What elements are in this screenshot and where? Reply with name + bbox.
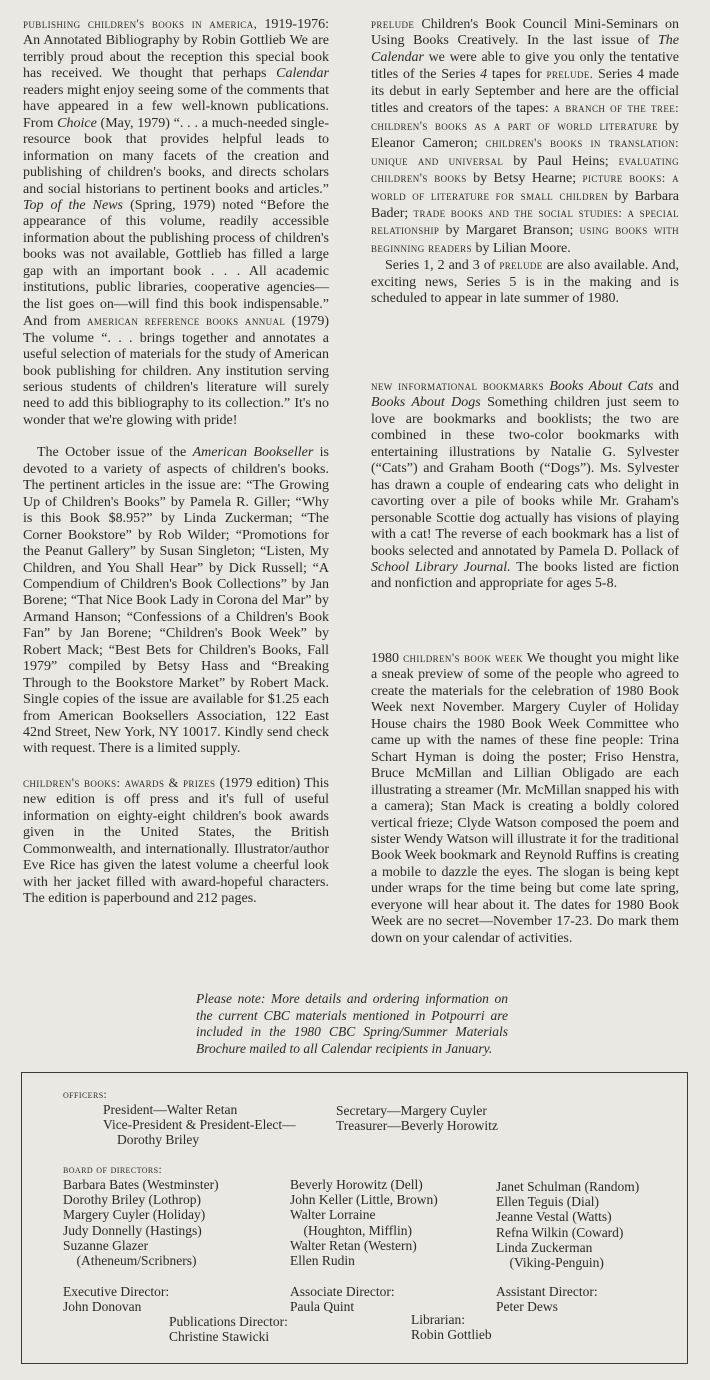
board-member: Ellen Teguis (Dial) — [496, 1194, 600, 1210]
librarian-name: Robin Gottlieb — [411, 1327, 492, 1342]
article-heading: prelude — [371, 17, 415, 31]
board-member: (Houghton, Mifflin) — [290, 1222, 412, 1238]
board-member: Margery Cuyler (Holiday) — [63, 1207, 206, 1223]
article-awards-prizes: children's books: awards & prizes (1979 edition) This new edition is off press and it's full of useful information on eighty-eight children's book awards given in the United States, the British Commonwealth, and internationally. Illustrator/author Eve Rice has given the latest volume a cheerful look with her jacket filled with award-hopeful characters. The edition is paperbound and 212 pages. — [23, 775, 329, 907]
officers-box — [21, 1072, 688, 1364]
board-member: Linda Zuckerman — [496, 1239, 593, 1255]
officer-vice-president: Vice-President & President-Elect— — [103, 1117, 296, 1132]
executive-director-name: John Donovan — [63, 1299, 142, 1314]
board-member: Jeanne Vestal (Watts) — [496, 1209, 612, 1225]
board-member: Dorothy Briley (Lothrop) — [63, 1192, 201, 1208]
article-prelude-series: Series 1, 2 and 3 of prelude are also available. And, exciting news, Series 5 is in the making and is scheduled to appear in late summer of 1980. — [371, 258, 679, 307]
board-member: Ellen Rudin — [290, 1253, 355, 1269]
librarian-title: Librarian: — [411, 1312, 465, 1327]
board-member: Suzanne Glazer — [63, 1237, 149, 1253]
officer-secretary: Secretary—Margery Cuyler — [336, 1103, 487, 1118]
article-gottlieb-bibliography: publishing children's books in america, 1919-1976: An Annotated Bibliography by Robin Gottlieb We are terribly proud about the reception this special book has received. We thought that perhaps Calendar readers might enjoy seeing some of the comments that have appeared in a few well-known publications. From Choice (May, 1979) “. . . a much-needed single-resource book that provides helpful leads to information on many facets of the creation and publishing of children's books, and directs scholars and social historians to pertinent books and articles.” Top of the News (Spring, 1979) noted “Before the appearance of this volume, readily accessible information about the publishing process of children's books was not available, Gottlieb has filled a large gap with an important book . . . All academic institutions, public libraries, cooperative agencies—the list goes on—will find this book indispensable.” And from american reference books annual (1979) The volume “. . . brings together and annotates a useful selection of materials for the study of American book publishing for children. Any institution serving serious students of children's literature will surely need to add this bibliography to its collection.” It's no wonder that we're glowing with pride! — [23, 17, 330, 428]
board-member: (Viking-Penguin) — [496, 1255, 604, 1271]
left-column — [23, 16, 329, 908]
executive-director-title: Executive Director: — [63, 1284, 170, 1299]
associate-director-name: Paula Quint — [290, 1299, 355, 1314]
board-member: John Keller (Little, Brown) — [290, 1192, 438, 1208]
board-member: (Atheneum/Scribners) — [63, 1253, 197, 1269]
associate-director-title: Associate Director: — [290, 1284, 395, 1299]
officer-vice-president-name: Dorothy Briley — [117, 1132, 200, 1147]
article-heading: children's book week — [403, 651, 523, 665]
publications-director-name: Christine Stawicki — [169, 1329, 270, 1344]
article-bookmarks: new informational bookmarks Books About Cats and Books About Dogs Something children just seem to love are bookmarks and booklists; the two are combined in these two-color bookmarks with entertaining illustrations by Natalie G. Sylvester (“Cats”) and Graham Booth (“Dogs”). Ms. Sylvester has drawn a couple of endearing cats who delight in cavorting over a pile of books while Mr. Graham's personable Scottie dog actually has visions of playing with a cat! The reverse of each bookmark has a list of books selected and annotated by Pamela D. Pollack of School Library Journal. The books listed are fiction and nonfiction and appropriate for ages 5-8. — [371, 379, 680, 592]
officer-treasurer: Treasurer—Beverly Horowitz — [336, 1118, 498, 1133]
officer-president: President—Walter Retan — [103, 1102, 238, 1117]
assistant-director-title: Assistant Director: — [496, 1284, 598, 1299]
board-member: Judy Donnelly (Hastings) — [63, 1222, 202, 1238]
please-note: Please note: More details and ordering information on the current CBC materials mentioned in Potpourri are included in the 1980 CBC Spring/Summer Materials Brochure mailed to all Calendar recipients in January. — [196, 991, 508, 1056]
officers-heading: officers: — [63, 1089, 108, 1101]
right-column — [371, 16, 679, 308]
board-member: Barbara Bates (Westminster) — [63, 1177, 219, 1192]
publications-director-title: Publications Director: — [169, 1314, 288, 1329]
board-member: Refna Wilkin (Coward) — [496, 1224, 624, 1240]
article-heading: children's books: awards & prizes — [23, 775, 216, 790]
article-heading: publishing children's books in america, — [23, 17, 258, 31]
article-prelude: prelude Children's Book Council Mini-Seminars on Using Books Creatively. In the last issue of The Calendar we were able to give you only the tentative titles of the Series 4 tapes for prelude. Series 4 made its debut in early September and here are the official titles and creators of the tapes: a branch of the tree: children's books as a part of world literature by Eleanor Cameron; children's books in translation: unique and universal by Paul Heins; evaluating children's books by Betsy Hearne; picture books: a world of literature for small children by Barbara Bader; trade books and the social studies: a special relationship by Margaret Branson; using books with beginning readers by Lilian Moore. — [371, 17, 680, 256]
board-column-1 — [63, 1177, 219, 1268]
board-member: Janet Schulman (Random) — [496, 1179, 640, 1194]
board-column-2 — [290, 1177, 438, 1268]
board-member: Walter Retan (Western) — [290, 1237, 417, 1253]
article-heading: new informational bookmarks — [371, 379, 544, 393]
board-column-3 — [496, 1179, 639, 1270]
board-member: Beverly Horowitz (Dell) — [290, 1177, 423, 1192]
article-american-bookseller: The October issue of the American Bookseller is devoted to a variety of aspects of children's books. The pertinent articles in the issue are: “The Growing Up of Children's Books” by Pamela R. Giller; “Why is this Book $8.95?” by Linda Zuckerman; “The Corner Bookstore” by Rob Wilder; “Promotions for the Peanut Gallery” by Susan Singleton; “Listen, My Children, and You Shall Hear” by Dick Russell; “A Compendium of Children's Book Collections” by Jan Borene; “That Nice Book Lady in Corona del Mar” by Armand Hanson; “Confessions of a Children's Book Fan” by Jan Borene; “Children's Book Week” by Robert Mack; “Best Bets for Children's Books, Fall 1979” compiled by Betsy Hass and “Breaking Through to the Bookstore Market” by Robert Mack. Single copies of the issue are available for $1.25 each from American Booksellers Association, 122 East 42nd Street, New York, NY 10017. Kindly send check with request. There is a limited supply. — [23, 445, 329, 757]
assistant-director-name: Peter Dews — [496, 1299, 558, 1314]
board-heading: board of directors: — [63, 1164, 163, 1176]
article-book-week: 1980 children's book week We thought you might like a sneak preview of some of the people who agreed to create the materials for the celebration of 1980 Book Week next November. Margery Cuyler of Holiday House chairs the 1980 Book Week Committee who came up with the names of these fine people: Trina Schart Hyman is doing the poster; Friso Henstra, Bruce McMillan and Lillian Obligado are each illustrating a streamer (Mr. McMillan snapped his with a camera); Stan Mack is creating a boldly colored vertical frieze; Clyde Watson composed the poem and sister Wendy Watson will illustrate it for the traditional Book Week bookmark and Reynold Ruffins is creating a mobile to dazzle the eyes. The slogan is being kept under wraps for the time being but come late spring, everyone will hear about it. The dates for 1980 Book Week are no secret—November 17-23. Do mark them down on your calendar of activities. — [371, 651, 679, 946]
board-member: Walter Lorraine — [290, 1207, 376, 1223]
